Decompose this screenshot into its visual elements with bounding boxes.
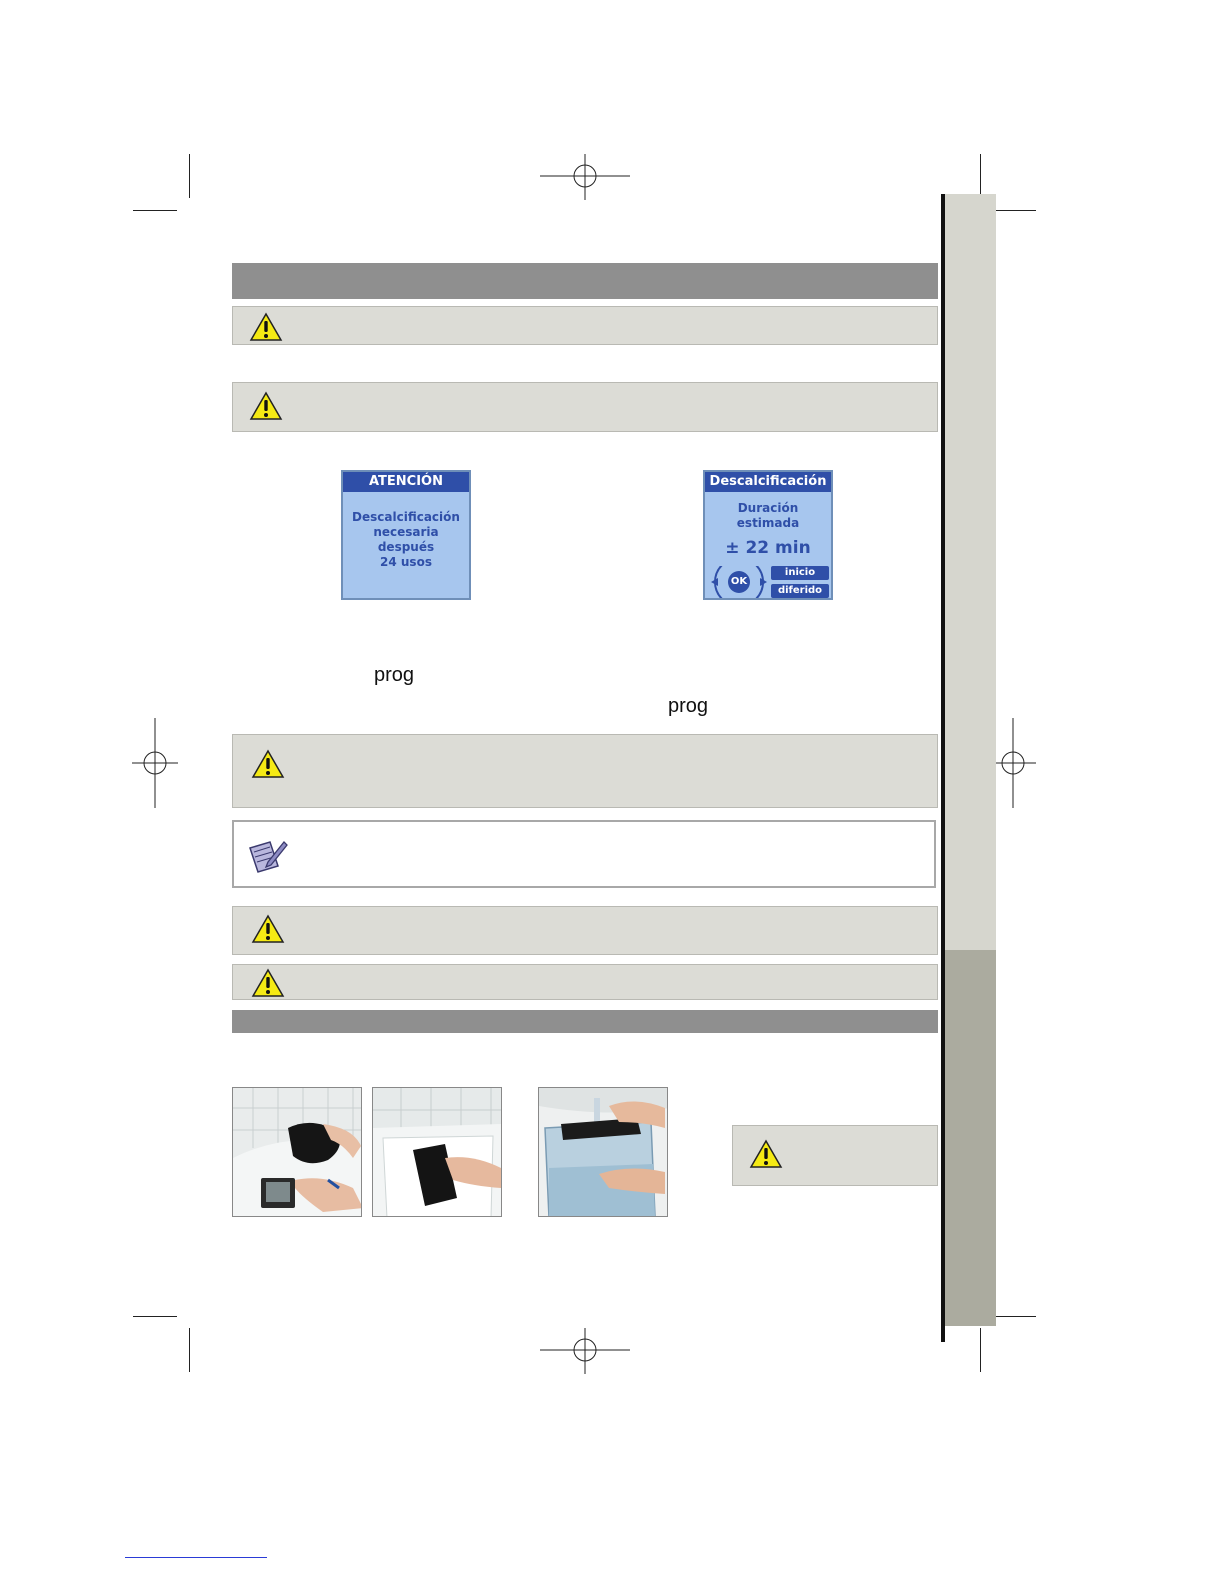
note-pen-icon — [246, 836, 290, 876]
photo-remove-filter — [232, 1087, 362, 1217]
warning-triangle-icon — [251, 749, 285, 779]
warning-box-5 — [232, 964, 938, 1000]
warning-triangle-icon — [251, 968, 285, 998]
warning-triangle-icon — [249, 312, 283, 342]
section-header-bar — [232, 263, 938, 299]
crosshair-registration-icon — [540, 1328, 630, 1374]
lcd-screen-descaling — [703, 470, 833, 600]
warning-box-2 — [232, 382, 938, 432]
prog-key-label: prog — [374, 664, 415, 686]
subsection-header-bar — [232, 1010, 938, 1033]
lcd-screen-title: Descalcificación — [705, 472, 831, 492]
side-tab-light — [945, 194, 996, 950]
lcd-line: estimada — [736, 516, 800, 530]
side-tab-dark — [945, 950, 996, 1326]
lcd-line: Descalcificación — [352, 510, 460, 524]
lcd-screen-attention — [341, 470, 471, 600]
start-button: inicio — [771, 566, 829, 580]
warning-box-6 — [732, 1125, 938, 1186]
delayed-button: diferido — [771, 584, 829, 598]
ok-button-label: OK — [730, 576, 748, 587]
warning-triangle-icon — [249, 391, 283, 421]
photo-fill-tank — [538, 1087, 668, 1217]
crosshair-registration-icon — [990, 718, 1036, 808]
note-box — [232, 820, 936, 888]
crosshair-registration-icon — [540, 154, 630, 200]
crosshair-registration-icon — [132, 718, 178, 808]
lcd-line: Duración — [737, 501, 799, 515]
warning-triangle-icon — [251, 914, 285, 944]
warning-box-4 — [232, 906, 938, 955]
lcd-line: 24 usos — [380, 555, 432, 569]
footer-link-underline — [125, 1557, 267, 1558]
warning-box-3 — [232, 734, 938, 808]
lcd-line: necesaria — [373, 525, 439, 539]
warning-triangle-icon — [749, 1139, 783, 1169]
lcd-duration: ± 22 min — [725, 538, 811, 558]
prog-key-label: prog — [668, 695, 709, 717]
warning-box-1 — [232, 306, 938, 345]
lcd-line: después — [377, 540, 435, 554]
photo-insert-filter — [372, 1087, 502, 1217]
lcd-screen-title: ATENCIÓN — [343, 472, 469, 492]
